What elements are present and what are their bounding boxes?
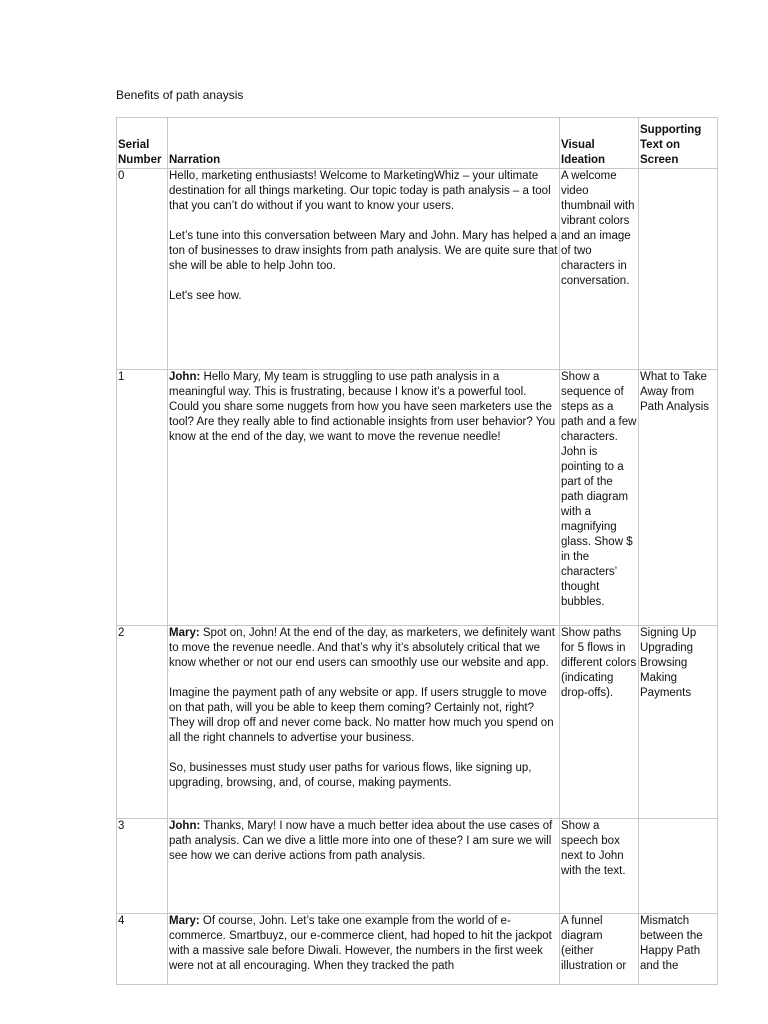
table-row <box>117 819 718 914</box>
visual-ideation-cell: A welcome video thumbnail with vibrant colors and an image of two characters in conversation. <box>560 169 639 370</box>
narration-cell <box>168 169 560 370</box>
narration-text: Hello, marketing enthusiasts! Welcome to MarketingWhiz – your ultimate destination for all things marketing. Our topic today is path analysis – a tool that you can’t do without if you want to know your users. <box>169 170 551 212</box>
narration-text: Thanks, Mary! I now have a much better idea about the use cases of path analysis. Can we dive a little more into one of these? I am sure we will see how we can derive actions from path analysis. <box>169 820 553 862</box>
header-serial-number: Serial Number <box>117 118 168 169</box>
narration-paragraph <box>169 370 558 445</box>
supporting-item: Browsing <box>640 657 688 669</box>
supporting-text-cell <box>639 169 718 370</box>
narration-text: Of course, John. Let’s take one example from the world of e-commerce. Smartbuyz, our e-commerce client, had hoped to hit the jackpot with a massive sale before Diwali. However, the numbers in the first week were not at all encouraging. When they tracked the path <box>169 915 552 972</box>
narration-text: Let's see how. <box>169 290 242 302</box>
serial-cell: 2 <box>117 626 168 819</box>
narration-text: Hello Mary, My team is struggling to use path analysis in a meaningful way. This is frustrating, because I know it’s a powerful tool. Could you share some nuggets from how you have seen marketers use the tool? Are they really able to find actionable insights from user behavior? You know at the end of the day, we want to move the revenue needle! <box>169 371 556 443</box>
narration-paragraph <box>169 819 558 864</box>
speaker-label: John: <box>169 371 201 383</box>
header-narration: Narration <box>168 118 560 169</box>
script-table <box>116 117 718 985</box>
narration-text: So, businesses must study user paths for various flows, like signing up, upgrading, browsing, and, of course, making payments. <box>169 762 532 789</box>
table-row <box>117 626 718 819</box>
narration-paragraph <box>169 169 558 214</box>
narration-text: Spot on, John! At the end of the day, as marketers, we definitely want to move the revenue needle. And that’s why it’s absolutely critical that we know whether or not our end users can smoothly use our website and app. <box>169 627 555 669</box>
visual-ideation-cell: Show a sequence of steps as a path and a few characters. John is pointing to a part of the path diagram with a magnifying glass. Show $ in the characters’ thought bubbles. <box>560 370 639 626</box>
narration-paragraph <box>169 229 558 274</box>
narration-text: Imagine the payment path of any website or app. If users struggle to move on that path, will you be able to keep them coming? Certainly not, right? They will drop off and never come back. No matter how much you spend on all the right channels to advertise your business. <box>169 687 554 744</box>
supporting-text-cell: What to Take Away from Path Analysis <box>639 370 718 626</box>
speaker-label: Mary: <box>169 915 200 927</box>
supporting-item: Signing Up <box>640 627 697 639</box>
table-header-row <box>117 118 718 169</box>
supporting-text-cell: Mismatch between the Happy Path and the <box>639 914 718 985</box>
supporting-text-cell <box>639 819 718 914</box>
narration-paragraph <box>169 761 558 791</box>
header-visual-ideation: Visual Ideation <box>560 118 639 169</box>
table-row <box>117 914 718 985</box>
narration-cell <box>168 626 560 819</box>
supporting-text-cell <box>639 626 718 819</box>
visual-ideation-cell: Show paths for 5 flows in different colors (indicating drop-offs). <box>560 626 639 819</box>
visual-ideation-cell: A funnel diagram (either illustration or <box>560 914 639 985</box>
supporting-item: Making Payments <box>640 672 692 699</box>
narration-paragraph <box>169 289 558 304</box>
narration-cell <box>168 370 560 626</box>
supporting-item: Upgrading <box>640 642 694 654</box>
speaker-label: John: <box>169 820 201 832</box>
serial-cell: 1 <box>117 370 168 626</box>
visual-ideation-cell: Show a speech box next to John with the text. <box>560 819 639 914</box>
narration-paragraph <box>169 914 558 974</box>
narration-paragraph <box>169 626 558 671</box>
document-title: Benefits of path anaysis <box>116 88 244 102</box>
serial-cell: 4 <box>117 914 168 985</box>
header-supporting-text: Supporting Text on Screen <box>639 118 718 169</box>
narration-cell <box>168 819 560 914</box>
narration-text: Let’s tune into this conversation between Mary and John. Mary has helped a ton of businesses to draw insights from path analysis. We are quite sure that she will be able to help John too. <box>169 230 558 272</box>
speaker-label: Mary: <box>169 627 200 639</box>
narration-cell <box>168 914 560 985</box>
serial-cell: 3 <box>117 819 168 914</box>
table-row <box>117 370 718 626</box>
table-row <box>117 169 718 370</box>
serial-cell: 0 <box>117 169 168 370</box>
narration-paragraph <box>169 686 558 746</box>
